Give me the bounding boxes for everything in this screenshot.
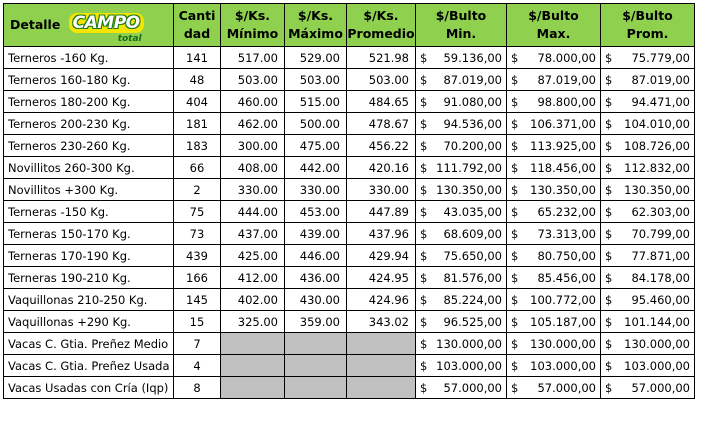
header-bulto-min: $/Bulto Min. — [416, 4, 507, 47]
row-kg-prom: 330.00 — [347, 179, 416, 201]
amount-value: 80.750,00 — [537, 248, 596, 263]
currency-symbol: $ — [420, 116, 428, 131]
row-b-min — [416, 377, 507, 399]
table-row — [4, 245, 695, 267]
currency-symbol: $ — [605, 72, 613, 87]
row-b-max — [507, 333, 601, 355]
currency-symbol: $ — [511, 50, 519, 65]
row-b-prom — [601, 333, 695, 355]
currency-symbol: $ — [420, 94, 428, 109]
price-table — [3, 3, 695, 399]
row-name: Terneras 150-170 Kg. — [4, 223, 174, 245]
table-row — [4, 47, 695, 69]
header-row — [4, 4, 695, 47]
row-b-prom — [601, 267, 695, 289]
row-kg-min: 408.00 — [221, 157, 285, 179]
amount-value: 103.000,00 — [624, 358, 690, 373]
table-row — [4, 355, 695, 377]
currency-symbol: $ — [511, 116, 519, 131]
currency-symbol: $ — [420, 270, 428, 285]
currency-symbol: $ — [511, 358, 519, 373]
row-kg-prom: 343.02 — [347, 311, 416, 333]
row-name: Terneras 170-190 Kg. — [4, 245, 174, 267]
row-name: Terneros 230-260 Kg. — [4, 135, 174, 157]
row-b-min — [416, 201, 507, 223]
amount-value: 130.350,00 — [530, 182, 596, 197]
row-b-max — [507, 267, 601, 289]
row-b-max — [507, 113, 601, 135]
row-name: Vacas Usadas con Cría (Iqp) — [4, 377, 174, 399]
amount-value: 91.080,00 — [443, 94, 502, 109]
currency-symbol: $ — [511, 380, 519, 395]
currency-symbol: $ — [605, 182, 613, 197]
currency-symbol: $ — [605, 248, 613, 263]
currency-symbol: $ — [420, 336, 428, 351]
row-b-max — [507, 179, 601, 201]
row-kg-min: 503.00 — [221, 69, 285, 91]
table-row — [4, 267, 695, 289]
row-kg-min: 300.00 — [221, 135, 285, 157]
row-name: Terneras 190-210 Kg. — [4, 267, 174, 289]
row-empty-cell — [221, 355, 285, 377]
row-qty: 73 — [174, 223, 221, 245]
amount-value: 43.035,00 — [443, 204, 502, 219]
currency-symbol: $ — [420, 182, 428, 197]
currency-symbol: $ — [420, 380, 428, 395]
amount-value: 106.371,00 — [530, 116, 596, 131]
row-empty-cell — [347, 355, 416, 377]
row-b-min — [416, 333, 507, 355]
row-kg-min: 330.00 — [221, 179, 285, 201]
row-b-max — [507, 377, 601, 399]
table-row — [4, 311, 695, 333]
amount-value: 94.471,00 — [631, 94, 690, 109]
currency-symbol: $ — [420, 248, 428, 263]
amount-value: 73.313,00 — [537, 226, 596, 241]
row-empty-cell — [347, 333, 416, 355]
row-b-max — [507, 201, 601, 223]
row-kg-max: 503.00 — [285, 69, 347, 91]
amount-value: 75.779,00 — [631, 50, 690, 65]
currency-symbol: $ — [511, 314, 519, 329]
row-kg-max: 446.00 — [285, 245, 347, 267]
row-kg-min: 412.00 — [221, 267, 285, 289]
amount-value: 112.832,00 — [624, 160, 690, 175]
row-kg-max: 359.00 — [285, 311, 347, 333]
amount-value: 62.303,00 — [631, 204, 690, 219]
row-qty: 141 — [174, 47, 221, 69]
amount-value: 96.525,00 — [443, 314, 502, 329]
row-name: Novillitos +300 Kg. — [4, 179, 174, 201]
row-b-min — [416, 289, 507, 311]
row-b-max — [507, 157, 601, 179]
row-name: Terneras -150 Kg. — [4, 201, 174, 223]
currency-symbol: $ — [605, 358, 613, 373]
logo-sub-text: total — [117, 33, 142, 44]
row-kg-prom: 456.22 — [347, 135, 416, 157]
currency-symbol: $ — [511, 204, 519, 219]
amount-value: 130.350,00 — [436, 182, 502, 197]
row-b-min — [416, 135, 507, 157]
row-kg-max: 430.00 — [285, 289, 347, 311]
row-name: Vaquillonas 210-250 Kg. — [4, 289, 174, 311]
row-qty: 166 — [174, 267, 221, 289]
row-name: Terneros 180-200 Kg. — [4, 91, 174, 113]
row-qty: 15 — [174, 311, 221, 333]
row-kg-prom: 484.65 — [347, 91, 416, 113]
currency-symbol: $ — [605, 50, 613, 65]
row-name: Vaquillonas +290 Kg. — [4, 311, 174, 333]
row-name: Vacas C. Gtia. Preñez Usada — [4, 355, 174, 377]
row-kg-max: 529.00 — [285, 47, 347, 69]
row-qty: 48 — [174, 69, 221, 91]
row-b-prom — [601, 377, 695, 399]
currency-symbol: $ — [605, 160, 613, 175]
row-kg-max: 330.00 — [285, 179, 347, 201]
header-bulto-max: $/Bulto Max. — [507, 4, 601, 47]
table-row — [4, 69, 695, 91]
table-row — [4, 157, 695, 179]
row-b-max — [507, 311, 601, 333]
table-row — [4, 223, 695, 245]
row-kg-prom: 429.94 — [347, 245, 416, 267]
table-row — [4, 289, 695, 311]
row-empty-cell — [221, 377, 285, 399]
amount-value: 59.136,00 — [443, 50, 502, 65]
currency-symbol: $ — [420, 292, 428, 307]
row-kg-max: 442.00 — [285, 157, 347, 179]
row-kg-prom: 447.89 — [347, 201, 416, 223]
row-qty: 183 — [174, 135, 221, 157]
amount-value: 103.000,00 — [436, 358, 502, 373]
row-kg-max: 475.00 — [285, 135, 347, 157]
amount-value: 130.000,00 — [624, 336, 690, 351]
row-empty-cell — [285, 355, 347, 377]
row-b-prom — [601, 245, 695, 267]
currency-symbol: $ — [420, 72, 428, 87]
table-body — [4, 47, 695, 399]
currency-symbol: $ — [420, 138, 428, 153]
row-kg-prom: 521.98 — [347, 47, 416, 69]
currency-symbol: $ — [420, 358, 428, 373]
row-b-min — [416, 157, 507, 179]
table-row — [4, 135, 695, 157]
table-row — [4, 113, 695, 135]
row-kg-min: 517.00 — [221, 47, 285, 69]
table-row — [4, 179, 695, 201]
row-kg-max: 515.00 — [285, 91, 347, 113]
amount-value: 70.200,00 — [443, 138, 502, 153]
amount-value: 85.456,00 — [537, 270, 596, 285]
row-kg-prom: 478.67 — [347, 113, 416, 135]
amount-value: 85.224,00 — [443, 292, 502, 307]
amount-value: 87.019,00 — [631, 72, 690, 87]
currency-symbol: $ — [511, 138, 519, 153]
table-row — [4, 377, 695, 399]
row-qty: 4 — [174, 355, 221, 377]
row-empty-cell — [285, 377, 347, 399]
header-cantidad: Canti dad — [174, 4, 221, 47]
row-empty-cell — [221, 333, 285, 355]
row-qty: 181 — [174, 113, 221, 135]
row-b-min — [416, 69, 507, 91]
header-kg-min: $/Ks. Mínimo — [221, 4, 285, 47]
logo-main-text: CAMPO — [69, 13, 144, 33]
amount-value: 65.232,00 — [537, 204, 596, 219]
amount-value: 130.000,00 — [436, 336, 502, 351]
row-qty: 8 — [174, 377, 221, 399]
currency-symbol: $ — [605, 116, 613, 131]
amount-value: 75.650,00 — [443, 248, 502, 263]
currency-symbol: $ — [511, 226, 519, 241]
amount-value: 68.609,00 — [443, 226, 502, 241]
amount-value: 57.000,00 — [443, 380, 502, 395]
row-name: Terneros 200-230 Kg. — [4, 113, 174, 135]
currency-symbol: $ — [420, 204, 428, 219]
row-kg-max: 436.00 — [285, 267, 347, 289]
row-kg-prom: 420.16 — [347, 157, 416, 179]
row-b-prom — [601, 223, 695, 245]
header-bulto-prom: $/Bulto Prom. — [601, 4, 695, 47]
row-b-min — [416, 113, 507, 135]
row-name: Vacas C. Gtia. Preñez Medio — [4, 333, 174, 355]
currency-symbol: $ — [511, 94, 519, 109]
row-kg-prom: 424.95 — [347, 267, 416, 289]
amount-value: 84.178,00 — [631, 270, 690, 285]
table-row — [4, 333, 695, 355]
currency-symbol: $ — [420, 314, 428, 329]
row-b-max — [507, 69, 601, 91]
amount-value: 95.460,00 — [631, 292, 690, 307]
amount-value: 98.800,00 — [537, 94, 596, 109]
row-kg-min: 462.00 — [221, 113, 285, 135]
currency-symbol: $ — [605, 314, 613, 329]
campo-total-logo — [69, 12, 144, 44]
currency-symbol: $ — [605, 204, 613, 219]
row-kg-prom: 503.00 — [347, 69, 416, 91]
amount-value: 113.925,00 — [530, 138, 596, 153]
amount-value: 100.772,00 — [530, 292, 596, 307]
row-b-min — [416, 179, 507, 201]
amount-value: 101.144,00 — [624, 314, 690, 329]
row-b-min — [416, 245, 507, 267]
row-b-prom — [601, 289, 695, 311]
row-b-prom — [601, 355, 695, 377]
row-qty: 439 — [174, 245, 221, 267]
currency-symbol: $ — [605, 270, 613, 285]
currency-symbol: $ — [511, 248, 519, 263]
row-b-max — [507, 135, 601, 157]
amount-value: 87.019,00 — [443, 72, 502, 87]
row-kg-max: 439.00 — [285, 223, 347, 245]
row-b-max — [507, 223, 601, 245]
amount-value: 130.350,00 — [624, 182, 690, 197]
currency-symbol: $ — [605, 138, 613, 153]
row-b-min — [416, 355, 507, 377]
row-qty: 75 — [174, 201, 221, 223]
amount-value: 103.000,00 — [530, 358, 596, 373]
row-kg-min: 444.00 — [221, 201, 285, 223]
amount-value: 81.576,00 — [443, 270, 502, 285]
row-b-min — [416, 47, 507, 69]
amount-value: 77.871,00 — [631, 248, 690, 263]
row-b-min — [416, 311, 507, 333]
amount-value: 118.456,00 — [530, 160, 596, 175]
amount-value: 57.000,00 — [631, 380, 690, 395]
row-b-max — [507, 91, 601, 113]
row-kg-min: 425.00 — [221, 245, 285, 267]
row-b-min — [416, 267, 507, 289]
currency-symbol: $ — [605, 336, 613, 351]
header-kg-prom: $/Ks. Promedio — [347, 4, 416, 47]
row-b-max — [507, 245, 601, 267]
row-kg-min: 437.00 — [221, 223, 285, 245]
row-b-prom — [601, 47, 695, 69]
currency-symbol: $ — [605, 94, 613, 109]
row-b-prom — [601, 201, 695, 223]
row-b-prom — [601, 157, 695, 179]
row-kg-max: 500.00 — [285, 113, 347, 135]
row-qty: 66 — [174, 157, 221, 179]
row-b-max — [507, 289, 601, 311]
currency-symbol: $ — [605, 380, 613, 395]
amount-value: 78.000,00 — [537, 50, 596, 65]
row-b-max — [507, 355, 601, 377]
amount-value: 70.799,00 — [631, 226, 690, 241]
row-b-min — [416, 91, 507, 113]
row-empty-cell — [285, 333, 347, 355]
row-qty: 2 — [174, 179, 221, 201]
currency-symbol: $ — [511, 182, 519, 197]
row-b-prom — [601, 69, 695, 91]
currency-symbol: $ — [511, 270, 519, 285]
row-qty: 145 — [174, 289, 221, 311]
row-kg-min: 460.00 — [221, 91, 285, 113]
currency-symbol: $ — [420, 50, 428, 65]
table-row — [4, 201, 695, 223]
row-name: Terneros -160 Kg. — [4, 47, 174, 69]
row-qty: 404 — [174, 91, 221, 113]
currency-symbol: $ — [420, 226, 428, 241]
row-b-prom — [601, 91, 695, 113]
row-b-min — [416, 223, 507, 245]
header-kg-max: $/Ks. Máximo — [285, 4, 347, 47]
row-kg-max: 453.00 — [285, 201, 347, 223]
table-row — [4, 91, 695, 113]
amount-value: 104.010,00 — [624, 116, 690, 131]
currency-symbol: $ — [605, 292, 613, 307]
row-b-prom — [601, 113, 695, 135]
row-name: Terneros 160-180 Kg. — [4, 69, 174, 91]
currency-symbol: $ — [511, 72, 519, 87]
currency-symbol: $ — [420, 160, 428, 175]
row-qty: 7 — [174, 333, 221, 355]
currency-symbol: $ — [605, 226, 613, 241]
row-empty-cell — [347, 377, 416, 399]
row-b-prom — [601, 135, 695, 157]
row-kg-prom: 424.96 — [347, 289, 416, 311]
currency-symbol: $ — [511, 336, 519, 351]
currency-symbol: $ — [511, 160, 519, 175]
amount-value: 130.000,00 — [530, 336, 596, 351]
row-kg-prom: 437.96 — [347, 223, 416, 245]
row-b-max — [507, 47, 601, 69]
amount-value: 57.000,00 — [537, 380, 596, 395]
row-kg-min: 402.00 — [221, 289, 285, 311]
row-b-prom — [601, 311, 695, 333]
amount-value: 94.536,00 — [443, 116, 502, 131]
amount-value: 111.792,00 — [436, 160, 502, 175]
amount-value: 87.019,00 — [537, 72, 596, 87]
row-kg-min: 325.00 — [221, 311, 285, 333]
header-detalle — [4, 4, 174, 47]
amount-value: 108.726,00 — [624, 138, 690, 153]
detalle-label: Detalle — [10, 16, 61, 32]
row-name: Novillitos 260-300 Kg. — [4, 157, 174, 179]
row-b-prom — [601, 179, 695, 201]
currency-symbol: $ — [511, 292, 519, 307]
amount-value: 105.187,00 — [530, 314, 596, 329]
